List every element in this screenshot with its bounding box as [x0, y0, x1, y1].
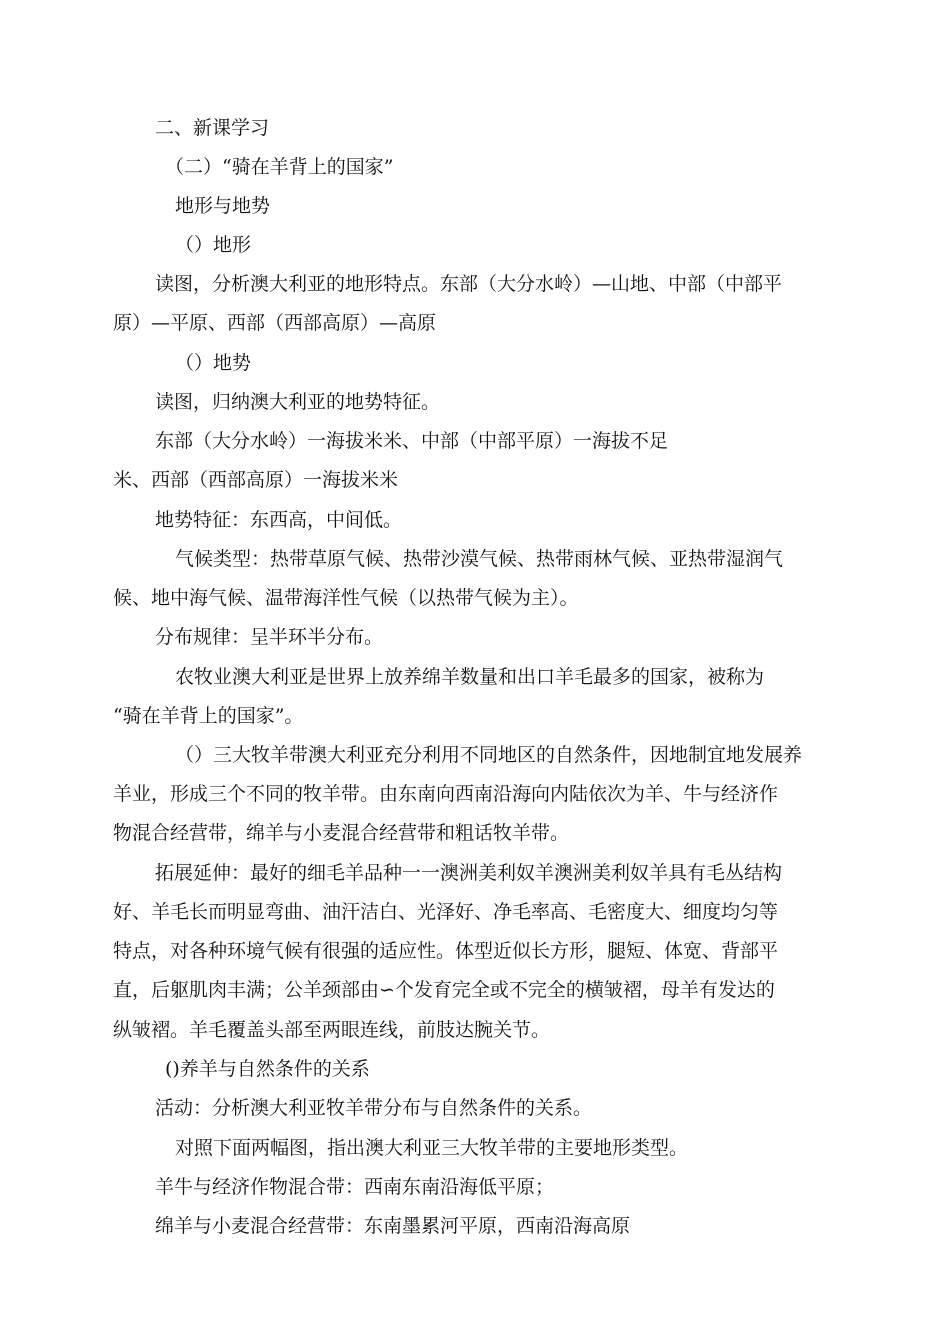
paragraph-line: （）三大牧羊带澳大利亚充分利用不同地区的自然条件，因地制宜地发展养 [175, 744, 803, 766]
paragraph-line: 米、西部（西部高原）一海拔米米 [113, 469, 399, 491]
paragraph-line: 绵羊与小麦混合经营带：东南墨累河平原，西南沿海高原 [155, 1215, 631, 1237]
paragraph-line: 直，后躯肌肉丰满；公羊颈部由∽个发育完全或不完全的横皱褶，母羊有发达的 [113, 979, 775, 1001]
paragraph-line: 拓展延伸：最好的细毛羊品种一一澳洲美利奴羊澳洲美利奴羊具有毛丛结构 [155, 862, 783, 884]
paragraph-line: 气候类型：热带草原气候、热带沙漠气候、热带雨林气候、亚热带湿润气 [175, 548, 784, 570]
section-heading: 二、新课学习 [155, 117, 270, 139]
sub-heading-topography: （）地势 [175, 352, 252, 374]
paragraph-line: 读图，归纳澳大利亚的地势特征。 [155, 391, 441, 413]
sub-heading-sheep-conditions: ()养羊与自然条件的关系 [165, 1058, 370, 1080]
paragraph-line: 读图，分析澳大利亚的地形特点。东部（大分水岭）—山地、中部（中部平 [155, 273, 783, 295]
paragraph-line: 特点，对各种环境气候有很强的适应性。体型近似长方形，腿短、体宽、背部平 [113, 940, 779, 962]
paragraph-line: “骑在羊背上的国家”。 [113, 705, 304, 727]
paragraph-line: 活动：分析澳大利亚牧羊带分布与自然条件的关系。 [155, 1097, 593, 1119]
paragraph-line: 分布规律：呈半环半分布。 [155, 626, 384, 648]
topic-heading: 地形与地势 [175, 195, 271, 217]
paragraph-line: 东部（大分水岭）一海拔米米、中部（中部平原）一海拔不足 [155, 430, 669, 452]
sub-heading-terrain: （）地形 [175, 234, 252, 256]
paragraph-line: 羊业，形成三个不同的牧羊带。由东南向西南沿海向内陆依次为羊、牛与经济作 [113, 783, 779, 805]
paragraph-line: 纵皱褶。羊毛覆盖头部至两眼连线，前肢达腕关节。 [113, 1019, 551, 1041]
paragraph-line: 地势特征：东西高，中间低。 [155, 509, 403, 531]
paragraph-line: 候、地中海气候、温带海洋性气候（以热带气候为主）。 [113, 587, 579, 609]
paragraph-line: 原）—平原、西部（西部高原）—高原 [113, 312, 437, 334]
paragraph-line: 农牧业澳大利亚是世界上放养绵羊数量和出口羊毛最多的国家，被称为 [175, 666, 765, 688]
subsection-heading: （二）“骑在羊背上的国家” [165, 156, 394, 178]
paragraph-line: 羊牛与经济作物混合带：西南东南沿海低平原； [155, 1176, 555, 1198]
paragraph-line: 对照下面两幅图，指出澳大利亚三大牧羊带的主要地形类型。 [175, 1137, 689, 1159]
paragraph-line: 好、羊毛长而明显弯曲、油汗洁白、光泽好、净毛率高、毛密度大、细度均匀等 [113, 901, 779, 923]
paragraph-line: 物混合经营带，绵羊与小麦混合经营带和粗话牧羊带。 [113, 822, 570, 844]
